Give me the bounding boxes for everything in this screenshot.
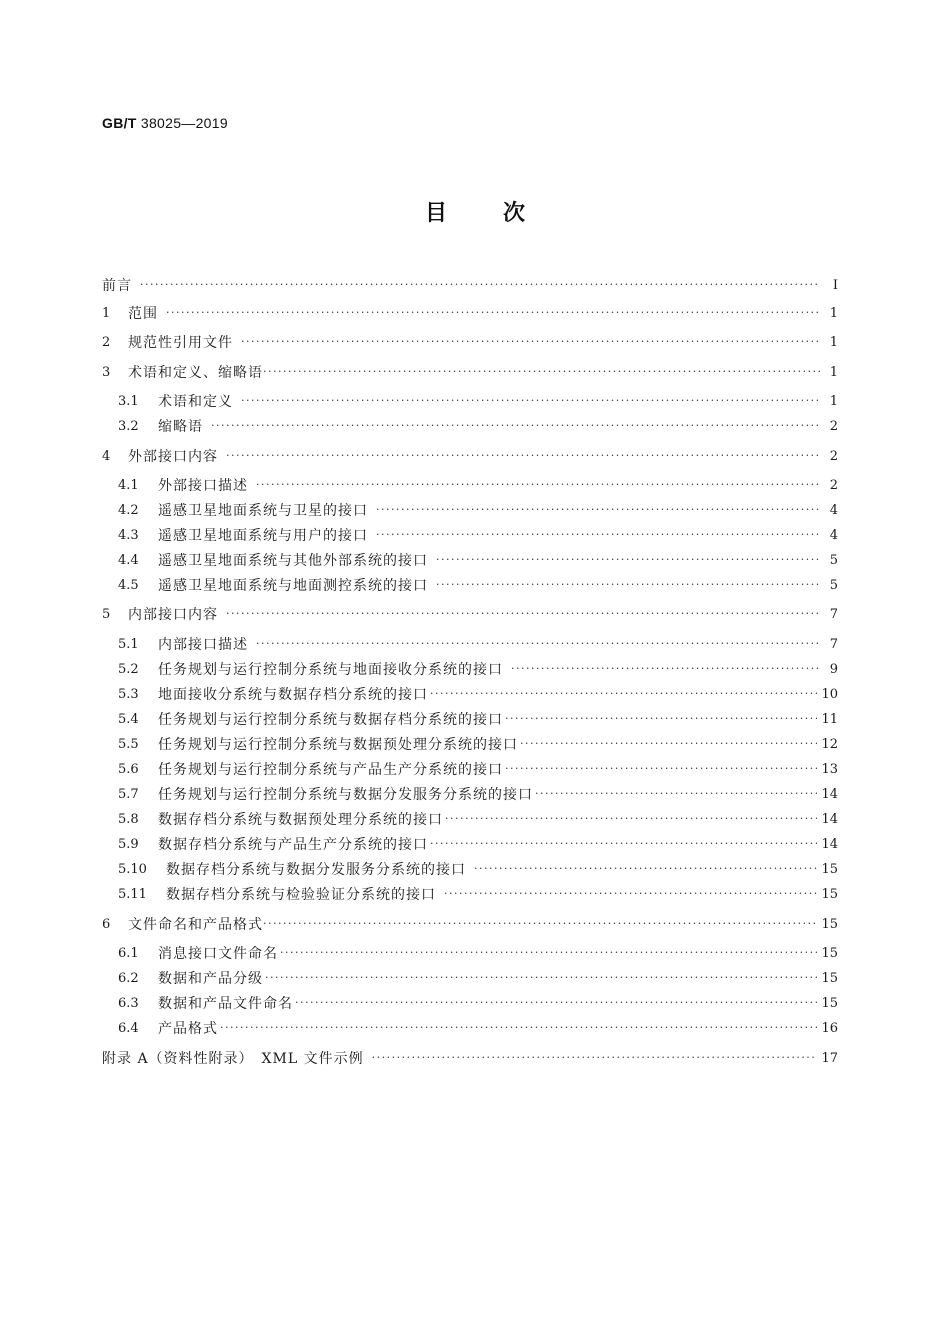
toc-section-number: 5.4 bbox=[118, 711, 139, 727]
toc-entry-text: 文件命名和产品格式 bbox=[128, 917, 263, 933]
toc-page-number: 12 bbox=[821, 736, 838, 752]
standard-number: 38025—2019 bbox=[140, 115, 228, 131]
page-title-char-2: 次 bbox=[503, 201, 526, 226]
toc-section-number: 3.2 bbox=[118, 418, 139, 434]
toc-leader-dots bbox=[241, 331, 820, 353]
toc-entry-text: 规范性引用文件 bbox=[128, 335, 233, 351]
toc-entry-text: 术语和定义 bbox=[158, 394, 233, 410]
toc-page-number: 11 bbox=[821, 711, 838, 727]
toc-leader-dots bbox=[256, 633, 820, 655]
toc-section-number: 5.2 bbox=[118, 661, 139, 677]
toc-leader-dots bbox=[520, 733, 817, 755]
toc-entry-foreword[interactable] bbox=[102, 274, 838, 296]
toc-section-number: 5.5 bbox=[118, 736, 139, 752]
toc-entry-3-1[interactable] bbox=[118, 390, 838, 412]
page-title bbox=[0, 196, 950, 227]
page-title-char-1: 目 bbox=[424, 201, 447, 226]
toc-entry-text: 数据存档分系统与检验验证分系统的接口 bbox=[166, 887, 436, 903]
page-header bbox=[102, 115, 228, 131]
toc-section-number: 6 bbox=[102, 916, 111, 932]
toc-section-number: 5.10 bbox=[118, 861, 147, 877]
toc-leader-dots bbox=[256, 474, 820, 496]
toc-leader-dots bbox=[211, 415, 820, 437]
toc-leader-dots bbox=[505, 708, 817, 730]
toc-entry-text: 遥感卫星地面系统与地面测控系统的接口 bbox=[158, 578, 428, 594]
toc-entry-text: 任务规划与运行控制分系统与数据分发服务分系统的接口 bbox=[158, 787, 533, 803]
toc-entry-4-4[interactable] bbox=[118, 549, 838, 571]
toc-page-number: 15 bbox=[821, 886, 838, 902]
toc-section-number: 6.4 bbox=[118, 1020, 139, 1036]
toc-entry-5-2[interactable] bbox=[118, 658, 838, 680]
toc-section-number: 5.3 bbox=[118, 686, 139, 702]
toc-section-number: 4.1 bbox=[118, 477, 139, 493]
toc-page-number: 4 bbox=[829, 502, 838, 518]
toc-entry-text: 外部接口描述 bbox=[158, 478, 248, 494]
toc-entry-text: 数据和产品文件命名 bbox=[158, 996, 293, 1012]
toc-entry-5-10[interactable] bbox=[118, 858, 838, 880]
toc-leader-dots bbox=[166, 302, 820, 324]
toc-section-number: 2 bbox=[102, 334, 111, 350]
toc-section-number: 1 bbox=[102, 305, 111, 321]
toc-leader-dots bbox=[445, 808, 817, 830]
toc-entry-2[interactable] bbox=[102, 331, 838, 353]
toc-entry-4-1[interactable] bbox=[118, 474, 838, 496]
toc-section-number: 4.3 bbox=[118, 527, 139, 543]
toc-page-number: 2 bbox=[829, 477, 838, 493]
toc-entry-5-11[interactable] bbox=[118, 883, 838, 905]
toc-entry-5-8[interactable] bbox=[118, 808, 838, 830]
toc-entry-5-4[interactable] bbox=[118, 708, 838, 730]
toc-leader-dots bbox=[430, 833, 817, 855]
toc-page-number: 9 bbox=[829, 661, 838, 677]
toc-entry-5-7[interactable] bbox=[118, 783, 838, 805]
toc-page-number: 13 bbox=[821, 761, 838, 777]
toc-leader-dots bbox=[444, 883, 817, 905]
toc-section-number: 4.2 bbox=[118, 502, 139, 518]
toc-entry-4-2[interactable] bbox=[118, 499, 838, 521]
toc-section-number: 5 bbox=[102, 606, 111, 622]
toc-page-number: 17 bbox=[821, 1050, 838, 1066]
toc-leader-dots bbox=[430, 683, 817, 705]
toc-entry-text: 附录 A（资料性附录） XML 文件示例 bbox=[102, 1051, 364, 1067]
toc-entry-text: 范围 bbox=[128, 306, 158, 322]
toc-leader-dots bbox=[140, 274, 820, 296]
toc-page-number: 15 bbox=[821, 970, 838, 986]
toc-leader-dots bbox=[226, 603, 820, 625]
toc-entry-6-4[interactable] bbox=[118, 1017, 838, 1039]
toc-page-number: 1 bbox=[829, 393, 838, 409]
toc-entry-6-1[interactable] bbox=[118, 942, 838, 964]
toc-entry-3[interactable] bbox=[102, 361, 838, 383]
toc-entry-text: 地面接收分系统与数据存档分系统的接口 bbox=[158, 687, 428, 703]
toc-page-number: 1 bbox=[829, 334, 838, 350]
toc-page-number: 14 bbox=[821, 811, 838, 827]
toc-leader-dots bbox=[241, 390, 820, 412]
toc-leader-dots bbox=[263, 913, 817, 935]
toc-leader-dots bbox=[280, 942, 817, 964]
toc-entry-4[interactable] bbox=[102, 445, 838, 467]
toc-page-number: 2 bbox=[829, 418, 838, 434]
toc-entry-text: 任务规划与运行控制分系统与地面接收分系统的接口 bbox=[158, 662, 503, 678]
toc-entry-text: 数据存档分系统与数据预处理分系统的接口 bbox=[158, 812, 443, 828]
toc-page-number: 15 bbox=[821, 945, 838, 961]
toc-page-number: 14 bbox=[821, 786, 838, 802]
toc-entry-5-3[interactable] bbox=[118, 683, 838, 705]
toc-entry-3-2[interactable] bbox=[118, 415, 838, 437]
toc-page-number: 10 bbox=[821, 686, 838, 702]
toc-section-number: 5.9 bbox=[118, 836, 139, 852]
toc-entry-text: 术语和定义、缩略语 bbox=[128, 365, 263, 381]
toc-section-number: 4 bbox=[102, 448, 111, 464]
toc-entry-4-3[interactable] bbox=[118, 524, 838, 546]
toc-leader-dots bbox=[295, 992, 817, 1014]
toc-page-number: 7 bbox=[829, 606, 838, 622]
toc-section-number: 5.11 bbox=[118, 886, 147, 902]
toc-entry-text: 数据和产品分级 bbox=[158, 971, 263, 987]
toc-leader-dots bbox=[226, 445, 820, 467]
toc-page-number: 1 bbox=[829, 305, 838, 321]
toc-page-number: 5 bbox=[829, 577, 838, 593]
toc-section-number: 5.7 bbox=[118, 786, 139, 802]
toc-entry-5-9[interactable] bbox=[118, 833, 838, 855]
toc-entry-text: 任务规划与运行控制分系统与产品生产分系统的接口 bbox=[158, 762, 503, 778]
toc-entry-text: 任务规划与运行控制分系统与数据预处理分系统的接口 bbox=[158, 737, 518, 753]
toc-leader-dots bbox=[535, 783, 817, 805]
toc-entry-4-5[interactable] bbox=[118, 574, 838, 596]
toc-page-number: 7 bbox=[829, 636, 838, 652]
toc-page-number: 15 bbox=[821, 995, 838, 1011]
toc-page-number: 2 bbox=[829, 448, 838, 464]
toc-page-number: 5 bbox=[829, 552, 838, 568]
toc-entry-5-5[interactable] bbox=[118, 733, 838, 755]
toc-leader-dots bbox=[372, 1047, 818, 1069]
toc-entry-6[interactable] bbox=[102, 913, 838, 935]
toc-page-number: Ⅰ bbox=[832, 277, 838, 293]
toc-leader-dots bbox=[436, 549, 820, 571]
toc-entry-text: 前言 bbox=[102, 278, 132, 294]
toc-entry-text: 内部接口内容 bbox=[128, 607, 218, 623]
toc-entry-5-6[interactable] bbox=[118, 758, 838, 780]
toc-leader-dots bbox=[263, 361, 820, 383]
toc-section-number: 6.3 bbox=[118, 995, 139, 1011]
toc-section-number: 5.8 bbox=[118, 811, 139, 827]
toc-entry-6-3[interactable] bbox=[118, 992, 838, 1014]
toc-entry-annex-a[interactable] bbox=[102, 1047, 838, 1069]
toc-page-number: 1 bbox=[829, 364, 838, 380]
toc-entry-1[interactable] bbox=[102, 302, 838, 324]
toc-page-number: 16 bbox=[821, 1020, 838, 1036]
toc-section-number: 3.1 bbox=[118, 393, 139, 409]
toc-section-number: 6.1 bbox=[118, 945, 139, 961]
toc-entry-text: 缩略语 bbox=[158, 419, 203, 435]
toc-section-number: 3 bbox=[102, 364, 111, 380]
toc-page-number: 15 bbox=[821, 916, 838, 932]
toc-entry-text: 数据存档分系统与产品生产分系统的接口 bbox=[158, 837, 428, 853]
toc-leader-dots bbox=[376, 499, 820, 521]
toc-page-number: 4 bbox=[829, 527, 838, 543]
toc-leader-dots bbox=[265, 967, 817, 989]
toc-leader-dots bbox=[505, 758, 817, 780]
toc-page-number: 14 bbox=[821, 836, 838, 852]
toc-leader-dots bbox=[474, 858, 817, 880]
toc-entry-text: 遥感卫星地面系统与用户的接口 bbox=[158, 528, 368, 544]
toc-page-number: 15 bbox=[821, 861, 838, 877]
toc-leader-dots bbox=[376, 524, 820, 546]
toc-section-number: 4.5 bbox=[118, 577, 139, 593]
toc-leader-dots bbox=[220, 1017, 817, 1039]
toc-entry-6-2[interactable] bbox=[118, 967, 838, 989]
toc-entry-text: 遥感卫星地面系统与其他外部系统的接口 bbox=[158, 553, 428, 569]
toc-entry-text: 消息接口文件命名 bbox=[158, 946, 278, 962]
toc-entry-text: 外部接口内容 bbox=[128, 449, 218, 465]
toc-entry-text: 内部接口描述 bbox=[158, 637, 248, 653]
toc-section-number: 5.1 bbox=[118, 636, 139, 652]
toc-entry-text: 任务规划与运行控制分系统与数据存档分系统的接口 bbox=[158, 712, 503, 728]
toc-entry-5-1[interactable] bbox=[118, 633, 838, 655]
toc-entry-text: 遥感卫星地面系统与卫星的接口 bbox=[158, 503, 368, 519]
toc-section-number: 4.4 bbox=[118, 552, 139, 568]
toc-leader-dots bbox=[511, 658, 820, 680]
standard-prefix: GB/T bbox=[102, 115, 137, 131]
toc-entry-5[interactable] bbox=[102, 603, 838, 625]
toc-entry-text: 数据存档分系统与数据分发服务分系统的接口 bbox=[166, 862, 466, 878]
toc-entry-text: 产品格式 bbox=[158, 1021, 218, 1037]
toc-section-number: 6.2 bbox=[118, 970, 139, 986]
toc-section-number: 5.6 bbox=[118, 761, 139, 777]
toc-leader-dots bbox=[436, 574, 820, 596]
